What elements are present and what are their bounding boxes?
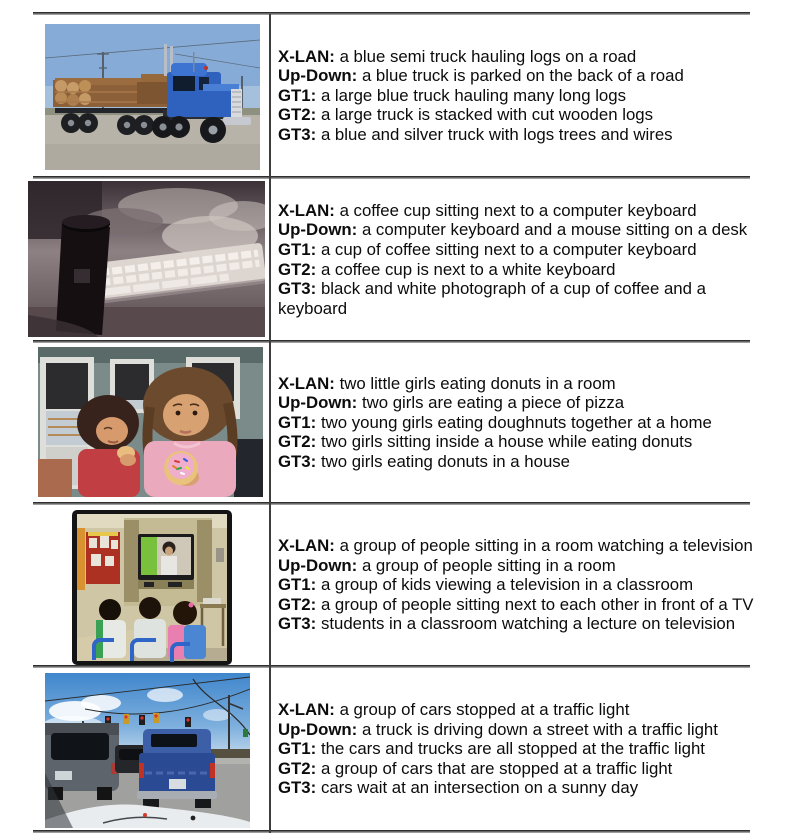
caption-text: a group of people sitting in a room watching a television [339, 536, 753, 556]
caption-text: two young girls eating doughnuts together at a home [320, 412, 712, 432]
caption-line [278, 432, 768, 452]
caption-label: GT3: [278, 451, 317, 471]
caption-line [278, 413, 768, 433]
caption-label: GT1: [278, 739, 317, 759]
caption-line [278, 105, 768, 125]
caption-line [278, 374, 768, 394]
caption-text: a large blue truck hauling many long logs [320, 85, 626, 105]
table-rule-bottom [33, 830, 750, 833]
result-row-traffic [0, 668, 793, 830]
caption-text: two girls eating donuts in a house [320, 451, 571, 471]
caption-line [278, 536, 768, 556]
caption-text: cars wait at an intersection on a sunny day [320, 778, 639, 798]
caption-line [278, 66, 768, 86]
caption-line [278, 614, 768, 634]
caption-text: a coffee cup is next to a white keyboard [320, 259, 616, 279]
photo-traffic-light [45, 673, 250, 828]
image-cell [0, 179, 270, 340]
caption-text: a group of cars stopped at a traffic light [339, 700, 630, 720]
caption-text: students in a classroom watching a lecture on television [320, 614, 736, 634]
caption-text: two little girls eating donuts in a room [339, 373, 616, 393]
caption-text: two girls are eating a piece of pizza [361, 393, 625, 413]
caption-cell [270, 15, 793, 176]
caption-label: GT3: [278, 124, 317, 144]
caption-line [278, 700, 768, 720]
caption-label: GT3: [278, 279, 317, 299]
caption-text: a truck is driving down a street with a traffic light [361, 719, 718, 739]
caption-text: the cars and trucks are all stopped at the traffic light [320, 739, 705, 759]
result-row-donuts [0, 343, 793, 502]
result-row-coffee [0, 179, 793, 340]
caption-text: a group of kids viewing a television in a classroom [320, 575, 694, 595]
photo-classroom-tv [72, 510, 232, 665]
caption-cell [270, 343, 793, 502]
caption-line [278, 86, 768, 106]
caption-text: black and white photograph of a cup of coffee and a keyboard [278, 279, 706, 318]
caption-text: a blue and silver truck with logs trees and wires [320, 124, 673, 144]
caption-line [278, 778, 768, 798]
caption-label: Up-Down: [278, 719, 358, 739]
caption-text: a large truck is stacked with cut wooden logs [320, 105, 653, 125]
caption-cell [270, 505, 793, 665]
image-cell [0, 505, 270, 665]
caption-line [278, 393, 768, 413]
caption-text: a coffee cup sitting next to a computer keyboard [339, 200, 697, 220]
photo-logging-truck [45, 24, 260, 170]
caption-text: a blue semi truck hauling logs on a road [339, 46, 637, 66]
caption-label: Up-Down: [278, 393, 358, 413]
caption-text: a group of people sitting in a room [361, 555, 616, 575]
caption-line [278, 201, 768, 221]
caption-label: Up-Down: [278, 555, 358, 575]
caption-label: Up-Down: [278, 220, 358, 240]
caption-text: two girls sitting inside a house while eating donuts [320, 432, 693, 452]
caption-text: a group of people sitting next to each other in front of a TV [320, 594, 754, 614]
caption-label: X-LAN: [278, 700, 335, 720]
caption-label: GT2: [278, 105, 317, 125]
caption-label: X-LAN: [278, 373, 335, 393]
caption-label: GT1: [278, 239, 317, 259]
image-cell [0, 15, 270, 176]
photo-coffee-keyboard [28, 181, 265, 337]
result-row-classroom [0, 505, 793, 665]
caption-line [278, 260, 768, 280]
caption-line [278, 452, 768, 472]
caption-line [278, 739, 768, 759]
caption-label: GT1: [278, 85, 317, 105]
caption-label: GT1: [278, 412, 317, 432]
caption-label: GT2: [278, 432, 317, 452]
caption-cell [270, 179, 793, 340]
caption-text: a group of cars that are stopped at a traffic light [320, 758, 673, 778]
caption-label: GT3: [278, 614, 317, 634]
caption-text: a blue truck is parked on the back of a road [361, 66, 684, 86]
caption-line [278, 220, 768, 240]
caption-line [278, 595, 768, 615]
caption-label: X-LAN: [278, 200, 335, 220]
result-row-truck [0, 15, 793, 176]
caption-line [278, 125, 768, 145]
caption-line [278, 720, 768, 740]
caption-line [278, 575, 768, 595]
caption-cell [270, 668, 793, 830]
caption-label: Up-Down: [278, 66, 358, 86]
caption-line [278, 240, 768, 260]
caption-text: a cup of coffee sitting next to a computer keyboard [320, 239, 697, 259]
caption-label: GT1: [278, 575, 317, 595]
caption-label: X-LAN: [278, 46, 335, 66]
caption-line [278, 759, 768, 779]
caption-line [278, 279, 768, 318]
photo-girls-donuts [38, 347, 263, 497]
image-cell [0, 343, 270, 502]
caption-label: X-LAN: [278, 536, 335, 556]
caption-line [278, 556, 768, 576]
caption-label: GT3: [278, 778, 317, 798]
caption-text: a computer keyboard and a mouse sitting on a desk [361, 220, 748, 240]
caption-line [278, 47, 768, 67]
caption-label: GT2: [278, 758, 317, 778]
caption-label: GT2: [278, 259, 317, 279]
image-cell [0, 668, 270, 830]
caption-label: GT2: [278, 594, 317, 614]
